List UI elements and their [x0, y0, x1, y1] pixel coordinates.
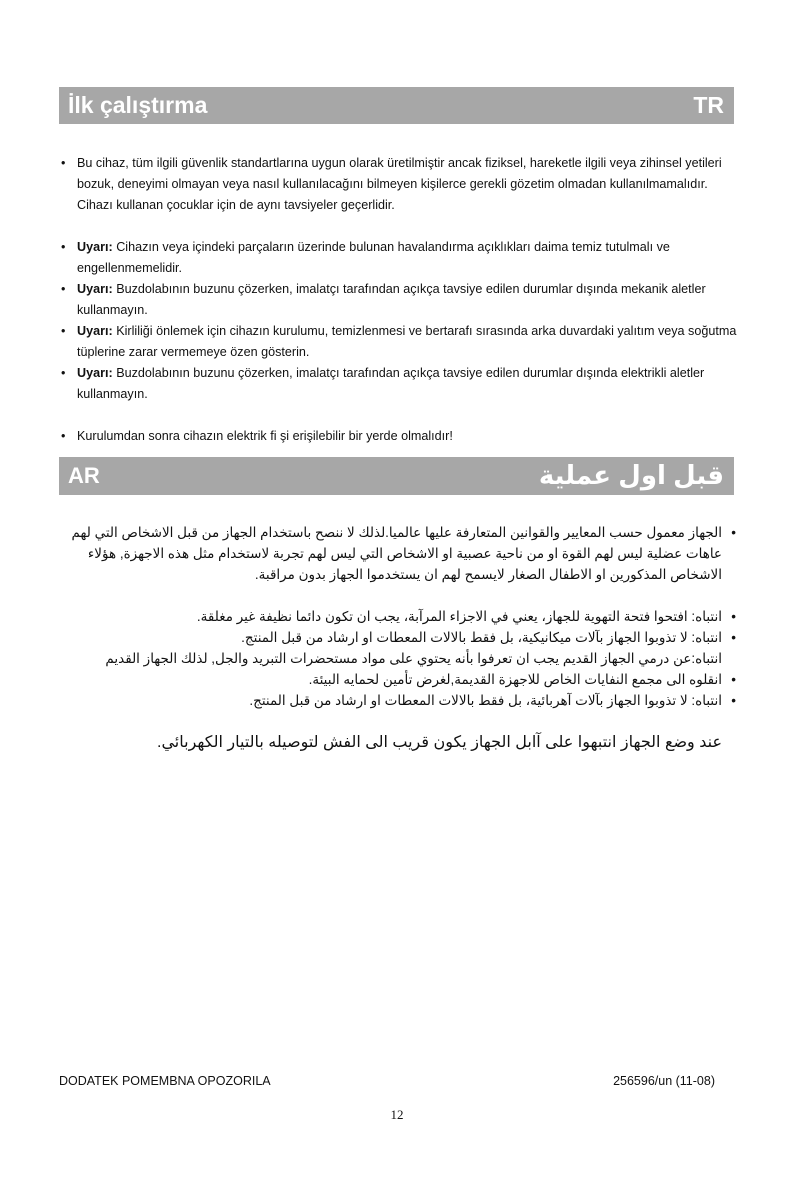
section-header-tr	[59, 87, 734, 124]
warning-label: Uyarı:	[77, 324, 113, 338]
warning-text: Buzdolabının buzunu çözerken, imalatçı tarafından açıkça tavsiye edilen durumlar dışında elektrikli aletler kullanmayın.	[77, 366, 705, 401]
bullet-icon: •	[61, 282, 66, 296]
language-code-ar: AR	[68, 463, 100, 488]
warning-label: Uyarı:	[77, 240, 113, 254]
ar-final-block	[57, 731, 736, 755]
ar-warning-disposal-cont: انقلوه الى مجمع النفايات الخاص للاجهزة القديمة,لغرض تأمين لحمايه البيئة.	[308, 672, 722, 687]
list-item	[57, 522, 736, 585]
section-title-tr: İlk çalıştırma	[68, 92, 208, 118]
footer-document-title: DODATEK POMEMBNA OPOZORILA	[59, 1074, 271, 1088]
ar-warnings-list	[57, 606, 736, 711]
page-number: 12	[390, 1107, 404, 1122]
tr-content	[59, 153, 739, 447]
ar-intro: الجهاز معمول حسب المعايير والقوانين المتعارفة عليها عالميا.لذلك لا ننصح باستخدام الجهاز من قبل الاشخاص التي لهم عاهات عضلية ليس لهم القوة او من ناحية عصبية او الاشخاص التي ليس لهم تجربة لاستخدام مثل هذه الاجهزة, هؤلاء الاشخاص المذكورين او الاطفال الصغار لايسمح لهم ان يستخدموا الجهاز بدون مراقبة.	[71, 525, 722, 582]
section-title-ar: قبل اول عملية	[538, 460, 724, 490]
section-header-ar	[59, 457, 734, 495]
warning-label: Uyarı:	[77, 282, 113, 296]
ar-warning-mechanical: انتباه: لا تذوبوا الجهاز بآلات ميكانيكية، بل فقط بالالات المعطات او ارشاد من قبل المنتج.	[241, 630, 722, 645]
footer-document-code: 256596/un (11-08)	[613, 1074, 715, 1088]
list-item	[57, 669, 736, 690]
warning-text: Cihazın veya içindeki parçaların üzerinde bulunan havalandırma açıklıkları daima temiz tutulmalı ve engellenmemelidir.	[77, 240, 670, 275]
tr-intro: Bu cihaz, tüm ilgili güvenlik standartlarına uygun olarak üretilmiştir ancak fiziksel, hareketle ilgili veya zihinsel yetileri bozuk, deneyimi olmayan veya nasıl kullanılacağını bilmeyen kişilerce gerekli gözetim olmadan kullanılmamalıdır. Cihazı kullanan çocuklar için de aynı tavsiyeler geçerlidir.	[77, 156, 722, 212]
bullet-icon: •	[61, 240, 66, 254]
ar-final-note: عند وضع الجهاز انتبهوا على آابل الجهاز يكون قريب الى الفش لتوصيله بالتيار الكهربائي.	[157, 734, 722, 751]
bullet-icon: •	[731, 693, 736, 708]
language-code-tr: TR	[693, 92, 724, 118]
list-item	[57, 648, 736, 669]
warning-label: Uyarı:	[77, 366, 113, 380]
list-item	[59, 279, 739, 321]
ar-intro-block	[57, 522, 736, 585]
list-item	[57, 606, 736, 627]
list-item	[59, 426, 739, 447]
ar-warning-disposal: انتباه:عن درمي الجهاز القديم يجب ان تعرفوا بأنه يحتوي على مواد مستحضرات التبريد والجل, لذلك الجهاز القديم	[105, 651, 722, 666]
warning-text: Buzdolabının buzunu çözerken, imalatçı tarafından açıkça tavsiye edilen durumlar dışında mekanik aletler kullanmayın.	[77, 282, 706, 317]
ar-warning-electrical: انتباه: لا تذوبوا الجهاز بآلات آهربائية، بل فقط بالالات المعطات او ارشاد من قبل المنتج.	[249, 693, 722, 708]
bullet-icon: •	[731, 525, 736, 540]
list-item	[59, 237, 739, 279]
ar-warning-ventilation: انتباه: افتحوا فتحة التهوية للجهاز، يعني في الاجزاء المرآبة، يجب ان تكون دائما نظيفة غير مغلقة.	[196, 609, 722, 624]
bullet-icon: •	[61, 324, 66, 338]
bullet-icon: •	[731, 672, 736, 687]
list-item	[59, 321, 739, 363]
tr-final-note: Kurulumdan sonra cihazın elektrik fi şi erişilebilir bir yerde olmalıdır!	[77, 429, 453, 443]
list-item	[59, 153, 739, 216]
bullet-icon: •	[61, 156, 66, 170]
list-item	[59, 363, 739, 405]
bullet-icon: •	[731, 630, 736, 645]
list-item	[57, 627, 736, 648]
bullet-icon: •	[731, 609, 736, 624]
bullet-icon: •	[61, 366, 66, 380]
list-item	[57, 690, 736, 711]
bullet-icon: •	[61, 429, 66, 443]
warning-text: Kirliliği önlemek için cihazın kurulumu, temizlenmesi ve bertarafı sırasında arka duvardaki yalıtım veya soğutma tüplerine zarar vermemeye özen gösterin.	[77, 324, 737, 359]
